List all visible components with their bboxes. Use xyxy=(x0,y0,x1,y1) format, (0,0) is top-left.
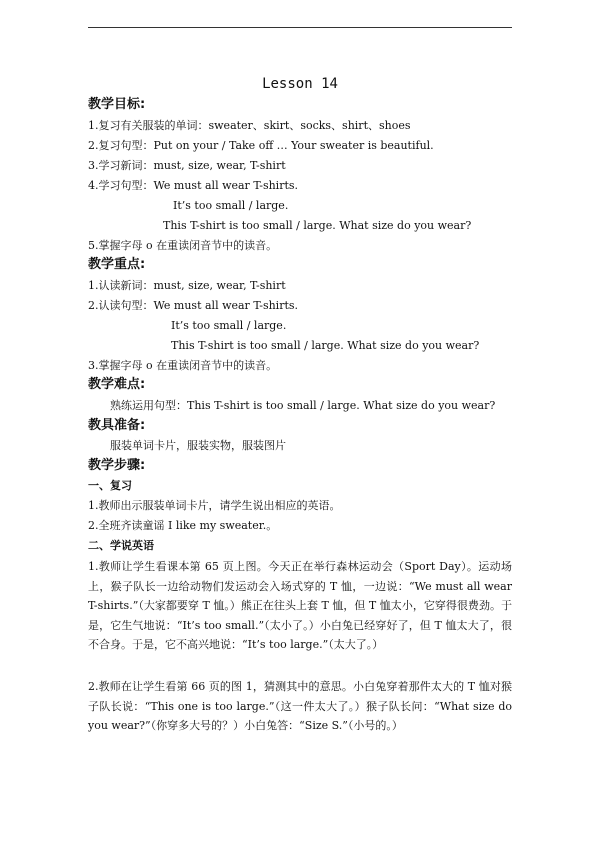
objective-item: 4.学习句型：We must all wear T-shirts. xyxy=(88,179,299,192)
review-item: 1.教师出示服装单词卡片，请学生说出相应的英语。 xyxy=(88,499,341,512)
objective-item: It’s too small / large. xyxy=(173,199,289,212)
key-points-heading: 教学重点: xyxy=(88,257,146,272)
key-point-item: 3.掌握字母 o 在重读闭音节中的读音。 xyxy=(88,359,278,372)
lesson-title: Lesson 14 xyxy=(262,76,338,92)
review-item: 2.全班齐读童谣 I like my sweater.。 xyxy=(88,519,278,532)
objective-item: 3.学习新词：must, size, wear, T-shirt xyxy=(88,159,286,172)
materials-heading: 教具准备: xyxy=(88,418,146,433)
objective-item: This T-shirt is too small / large. What size do you wear? xyxy=(163,219,472,232)
steps-heading: 教学步骤: xyxy=(88,458,146,473)
learn-paragraph-1: 1.教师让学生看课本第 65 页上图。今天正在举行森林运动会（Sport Day）。运动场上，猴子队长一边给动物们发运动会入场式穿的 T 恤，一边说：“We must all wear T-shirts.”（大家都要穿 T 恤。）熊正在往头上套 T 恤，但 T 恤太小，它穿得很费劲。于是，它生气地说：“It’s too small.”（太小了。）小白兔已经穿好了，但 T 恤太大了，很不合身。于是，它不高兴地说：“It’s too large.”（太大了。） xyxy=(88,560,512,651)
review-heading: 一、复习 xyxy=(88,479,132,492)
key-point-item: It’s too small / large. xyxy=(171,319,287,332)
objective-item: 2.复习句型：Put on your / Take off … Your sweater is beautiful. xyxy=(88,139,434,152)
key-point-item: 2.认读句型：We must all wear T-shirts. xyxy=(88,299,299,312)
objective-item: 5.掌握字母 o 在重读闭音节中的读音。 xyxy=(88,239,278,252)
learn-heading: 二、学说英语 xyxy=(88,539,154,552)
key-point-item: This T-shirt is too small / large. What size do you wear? xyxy=(171,339,480,352)
key-point-item: 1.认读新词：must, size, wear, T-shirt xyxy=(88,279,286,292)
materials-text: 服装单词卡片，服装实物，服装图片 xyxy=(110,439,286,452)
difficulties-text: 熟练运用句型：This T-shirt is too small / large. What size do you wear? xyxy=(110,399,496,412)
objective-item: 1.复习有关服装的单词：sweater、skirt、socks、shirt、shoes xyxy=(88,119,411,132)
difficulties-heading: 教学难点: xyxy=(88,377,146,392)
header-rule xyxy=(88,27,512,28)
learn-paragraph-2: 2.教师在让学生看第 66 页的图 1，猜测其中的意思。小白兔穿着那件太大的 T 恤对猴子队长说：“This one is too large.”（这一件太大了。）猴子队长问：“What size do you wear?”（你穿多大号的？）小白兔答：“Size S.”（小号的。） xyxy=(88,680,512,732)
objectives-heading: 教学目标: xyxy=(88,97,146,112)
